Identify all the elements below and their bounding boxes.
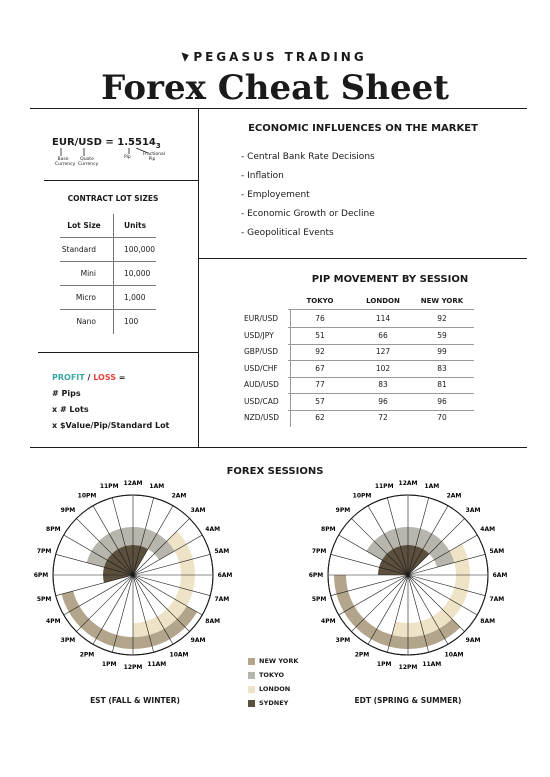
hour-label: 10PM: [77, 492, 97, 500]
economic-item: - Inflation: [241, 171, 284, 181]
quote-fractional: 3: [155, 142, 161, 150]
economic-item: - Economic Growth or Decline: [241, 209, 375, 219]
hour-label: 2AM: [446, 492, 462, 500]
label-pip: Pip: [124, 155, 131, 160]
contract-row-divider: [60, 285, 156, 286]
pip-pair: USD/CHF: [244, 363, 278, 373]
hour-label: 8AM: [205, 618, 221, 625]
hour-label: 3AM: [465, 506, 481, 514]
divider-left-2: [38, 352, 199, 353]
pip-row-divider: [288, 360, 474, 361]
hour-label: 12PM: [123, 664, 143, 671]
pip-value: 59: [437, 330, 447, 340]
quote-equals: =: [105, 137, 114, 148]
slash: /: [84, 373, 94, 382]
pip-header-tokyo: TOKYO: [306, 297, 334, 305]
pip-value: 127: [375, 347, 391, 356]
hour-label: 4AM: [205, 526, 221, 533]
session-clock-edt: [275, 460, 545, 690]
hour-label: 9AM: [190, 637, 206, 645]
hour-label: 7AM: [214, 595, 230, 603]
label-base: Base Currency: [55, 157, 76, 167]
contract-header-lot: Lot Size: [67, 221, 101, 230]
legend-swatch: [248, 700, 255, 707]
legend-label: SYDNEY: [259, 699, 289, 707]
contract-units: 10,000: [124, 269, 151, 278]
hour-label: 6PM: [33, 572, 49, 579]
hour-label: 4PM: [321, 618, 336, 625]
legend-item: [248, 671, 298, 679]
divider-vertical: [198, 108, 199, 448]
hour-label: 10AM: [444, 651, 464, 659]
pip-value: 72: [378, 413, 388, 422]
pip-col-divider: [290, 309, 291, 427]
contract-header-units: Units: [124, 221, 147, 230]
hour-label: 12AM: [123, 480, 143, 487]
legend-label: NEW YORK: [259, 657, 299, 665]
hour-label: 11PM: [374, 483, 394, 491]
pip-value: 62: [315, 413, 325, 422]
hour-label: 11AM: [422, 660, 442, 668]
contract-lot-size: Standard: [61, 245, 96, 254]
hour-label: 8PM: [46, 526, 61, 533]
hour-label: 10AM: [169, 651, 189, 659]
page-title: Forex Cheat Sheet: [101, 68, 449, 108]
hour-label: 3PM: [335, 637, 351, 645]
hour-label: 9AM: [465, 637, 481, 645]
contract-header-divider: [60, 237, 156, 238]
caption-est: EST (FALL & WINTER): [90, 696, 180, 705]
hour-label: 2AM: [171, 492, 187, 500]
hour-label: 11AM: [147, 660, 167, 668]
pip-title: PIP MOVEMENT BY SESSION: [311, 274, 469, 285]
pip-row-divider: [288, 393, 474, 394]
pip-header-newyork: NEW YORK: [420, 297, 464, 305]
pip-pair: NZD/USD: [244, 413, 280, 422]
hour-label: 2PM: [79, 651, 95, 659]
session-clock-est: [0, 460, 270, 690]
hour-label: 1AM: [424, 483, 440, 491]
label-quote: Quote Currency: [78, 157, 99, 167]
pip-value: 114: [375, 314, 391, 323]
hour-label: 11PM: [99, 483, 119, 491]
hour-label: 3PM: [60, 637, 76, 645]
pip-row-divider: [288, 377, 474, 378]
pip-value: 57: [315, 396, 325, 406]
pip-value: 92: [437, 314, 447, 323]
sessions-legend: [248, 657, 298, 713]
legend-item: [248, 657, 298, 665]
pip-row-divider: [288, 327, 474, 328]
pip-value: 102: [375, 363, 391, 373]
caption-edt: EDT (SPRING & SUMMER): [354, 696, 462, 705]
contract-row-divider: [60, 261, 156, 262]
hour-label: 9PM: [60, 506, 76, 514]
divider-top: [30, 108, 527, 109]
hour-label: 5PM: [311, 595, 327, 603]
hour-label: 1AM: [149, 483, 165, 491]
label-fractional: Fractional Pip: [143, 152, 165, 162]
pip-value: 67: [315, 363, 325, 373]
contract-units: 100,000: [124, 245, 156, 254]
formula-line: x # Lots: [52, 405, 89, 414]
pip-value: 77: [315, 380, 325, 389]
contract-title: CONTRACT LOT SIZES: [67, 194, 159, 203]
economic-item: - Geopolitical Events: [241, 228, 334, 238]
contract-lot-size: Micro: [75, 293, 96, 302]
hour-label: 1PM: [101, 660, 117, 668]
hour-label: 4PM: [46, 618, 61, 625]
hour-label: 9PM: [335, 506, 351, 514]
economic-item: - Central Bank Rate Decisions: [241, 152, 375, 162]
quote-price: 1.5514: [117, 137, 156, 148]
pip-header-london: LONDON: [366, 297, 400, 305]
contract-units: 100: [124, 317, 139, 326]
equals-sign: =: [116, 373, 126, 382]
hour-label: 12AM: [398, 480, 418, 487]
pip-pair: USD/CAD: [244, 396, 279, 406]
brand-name: [0, 50, 550, 64]
hour-label: 5AM: [214, 548, 230, 556]
pip-header-divider: [288, 309, 474, 310]
hour-label: 7AM: [489, 595, 505, 603]
hour-label: 7PM: [36, 548, 52, 556]
formula-line: x $Value/Pip/Standard Lot: [52, 421, 170, 430]
hour-label: 6AM: [492, 572, 508, 579]
hour-label: 10PM: [352, 492, 372, 500]
legend-swatch: [248, 658, 255, 665]
hour-label: 4AM: [480, 526, 496, 533]
economic-item: - Employement: [241, 190, 310, 200]
brand-text: PEGASUS TRADING: [193, 50, 367, 64]
contract-col-divider: [113, 214, 114, 334]
hour-label: 12PM: [398, 664, 418, 671]
contract-lot-size: Mini: [80, 269, 96, 278]
contract-units: 1,000: [124, 293, 146, 302]
hour-label: 6AM: [217, 572, 233, 579]
sessions-title: FOREX SESSIONS: [226, 466, 324, 477]
hour-label: 1PM: [376, 660, 392, 668]
hour-label: 7PM: [311, 548, 327, 556]
hour-label: 8PM: [321, 526, 336, 533]
pip-value: 96: [437, 396, 447, 406]
pip-value: 66: [378, 330, 388, 340]
quote-pair: EUR/USD: [52, 137, 102, 148]
pip-pair: EUR/USD: [244, 314, 278, 323]
profit-label: PROFIT: [52, 373, 85, 382]
pip-row-divider: [288, 410, 474, 411]
pip-value: 51: [315, 330, 325, 340]
pip-pair: USD/JPY: [244, 330, 274, 340]
legend-item: [248, 699, 298, 707]
pip-value: 96: [378, 396, 388, 406]
legend-item: [248, 685, 298, 693]
loss-label: LOSS: [93, 373, 117, 382]
profit-loss-formula: [52, 370, 169, 434]
formula-line: # Pips: [52, 389, 81, 398]
pip-pair: GBP/USD: [244, 347, 279, 356]
legend-swatch: [248, 686, 255, 693]
hour-label: 5AM: [489, 548, 505, 556]
economic-title: ECONOMIC INFLUENCES ON THE MARKET: [248, 123, 478, 134]
legend-label: TOKYO: [259, 671, 284, 679]
pip-value: 99: [437, 347, 447, 356]
pegasus-logo-icon: [182, 50, 191, 61]
hour-label: 6PM: [308, 572, 324, 579]
hour-label: 5PM: [36, 595, 52, 603]
profit-loss-heading: [52, 370, 169, 386]
pip-row-divider: [288, 344, 474, 345]
pip-value: 92: [315, 347, 325, 356]
divider-left-1: [44, 180, 199, 181]
legend-label: LONDON: [259, 685, 291, 693]
pip-value: 76: [315, 314, 325, 323]
divider-bottom: [30, 447, 527, 448]
pip-value: 83: [378, 380, 388, 389]
hour-label: 3AM: [190, 506, 206, 514]
pip-value: 83: [437, 363, 447, 373]
pip-pair: AUD/USD: [244, 380, 279, 389]
divider-right-1: [199, 258, 527, 259]
contract-row-divider: [60, 309, 156, 310]
pip-value: 70: [437, 413, 447, 422]
hour-label: 2PM: [354, 651, 370, 659]
contract-lot-size: Nano: [76, 317, 96, 326]
legend-swatch: [248, 672, 255, 679]
pip-value: 81: [437, 380, 447, 389]
hour-label: 8AM: [480, 618, 496, 625]
